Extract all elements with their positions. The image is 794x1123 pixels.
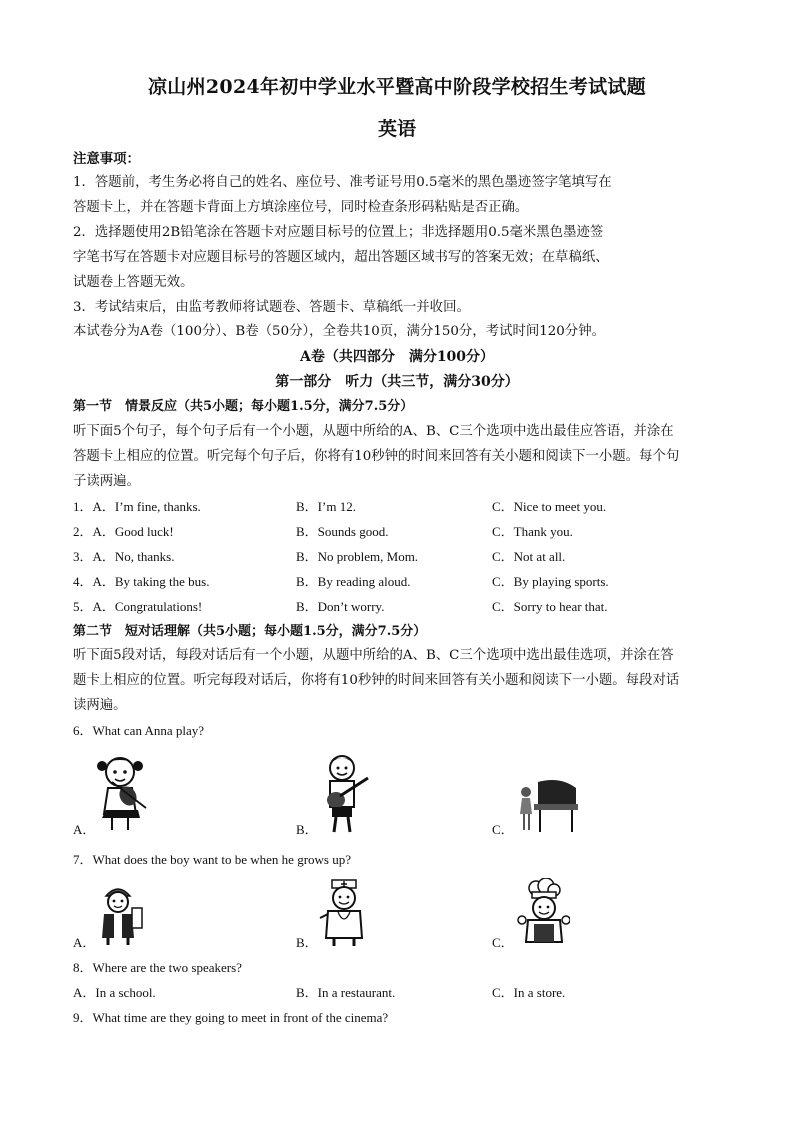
q1-option-c: C．Nice to meet you. <box>492 499 607 514</box>
q7-text: 7．What does the boy want to be when he grows up? <box>73 852 351 867</box>
notice-line: 字笔书写在答题卡对应题目标号的答题区域内，超出答题区域书写的答案无效；在草稿纸、 <box>73 250 609 265</box>
notice-line: 2．选择题使用2B铅笔涂在答题卡对应题目标号的位置上；非选择题用0.5毫米黑色墨迹签 <box>73 225 604 240</box>
q4-option-c: C．By playing sports. <box>492 574 609 589</box>
q3-option-a: 3．A．No, thanks. <box>73 549 175 564</box>
q2-option-b: B．Sounds good. <box>296 524 389 539</box>
notice-line: 1．答题前，考生务必将自己的姓名、座位号、准考证号用0.5毫米的黑色墨迹签字笔填写在 <box>73 175 612 190</box>
q4-option-a: 4．A．By taking the bus. <box>73 574 210 589</box>
q6-label-a: A． <box>73 822 96 837</box>
q1-option-b: B．I’m 12. <box>296 499 356 514</box>
piano-picture <box>516 770 580 834</box>
volume-heading: A卷（共四部分 满分100分） <box>299 349 495 365</box>
q6-label-c: C． <box>492 822 514 837</box>
q2-option-c: C．Thank you. <box>492 524 573 539</box>
notice-heading: 注意事项： <box>73 151 140 167</box>
q8-text: 8．Where are the two speakers? <box>73 960 242 975</box>
q5-option-b: B．Don’t worry. <box>296 599 385 614</box>
notice-line: 本试卷分为A卷（100分）、B卷（50分），全卷共10页，满分150分，考试时间120分钟。 <box>73 324 605 339</box>
part-heading: 第一部分 听力（共三节，满分30分） <box>275 374 519 390</box>
q4-option-b: B．By reading aloud. <box>296 574 411 589</box>
notice-line: 答题卡上，并在答题卡背面上方填涂座位号，同时检查条形码粘贴是否正确。 <box>73 200 529 215</box>
q5-option-c: C．Sorry to hear that. <box>492 599 608 614</box>
guitar-boy-picture <box>316 752 372 834</box>
section1-instruction: 答题卡上相应的位置。听完每个句子后，你将有10秒钟的时间来回答有关小题和阅读下一小题。每个句 <box>73 449 680 464</box>
section2-instruction: 听下面5段对话，每段对话后有一个小题，从题中所给的A、B、C三个选项中选出最佳选项，并涂在答 <box>73 648 674 663</box>
q5-option-a: 5．A．Congratulations! <box>73 599 203 614</box>
notice-line: 3．考试结束后，由监考教师将试题卷、答题卡、草稿纸一并收回。 <box>73 300 470 315</box>
q3-option-b: B．No problem, Mom. <box>296 549 419 564</box>
q8-option-a: A．In a school. <box>73 985 156 1000</box>
doctor-picture <box>318 876 370 948</box>
engineer-picture <box>94 880 146 946</box>
section2-title: 第二节 短对话理解（共5小题；每小题1.5分，满分7.5分） <box>73 624 427 639</box>
q7-label-b: B． <box>296 935 318 950</box>
q8-option-c: C．In a store. <box>492 985 566 1000</box>
q7-label-c: C． <box>492 935 514 950</box>
notice-line: 试题卷上答题无效。 <box>73 275 194 290</box>
chef-picture <box>516 878 570 946</box>
section1-instruction: 听下面5个句子，每个句子后有一个小题，从题中所给的A、B、C三个选项中选出最佳应答语，并涂在 <box>73 424 674 439</box>
exam-title: 凉山州2024年初中学业水平暨高中阶段学校招生考试试题 <box>148 76 646 98</box>
section2-instruction: 题卡上相应的位置。听完每段对话后，你将有10秒钟的时间来回答有关小题和阅读下一小题。每段对话 <box>73 673 680 688</box>
q2-option-a: 2．A．Good luck! <box>73 524 174 539</box>
q3-option-c: C．Not at all. <box>492 549 566 564</box>
q9-text: 9．What time are they going to meet in front of the cinema? <box>73 1010 389 1025</box>
q1-option-a: 1．A．I’m fine, thanks. <box>73 499 201 514</box>
q6-label-b: B． <box>296 822 318 837</box>
section1-title: 第一节 情景反应（共5小题；每小题1.5分，满分7.5分） <box>73 399 414 414</box>
violin-girl-picture <box>92 752 152 834</box>
q6-text: 6．What can Anna play? <box>73 723 205 738</box>
section2-instruction: 读两遍。 <box>73 698 127 713</box>
subject-title: 英语 <box>377 118 416 140</box>
section1-instruction: 子读两遍。 <box>73 474 140 489</box>
q7-label-a: A． <box>73 935 96 950</box>
q8-option-b: B．In a restaurant. <box>296 985 396 1000</box>
